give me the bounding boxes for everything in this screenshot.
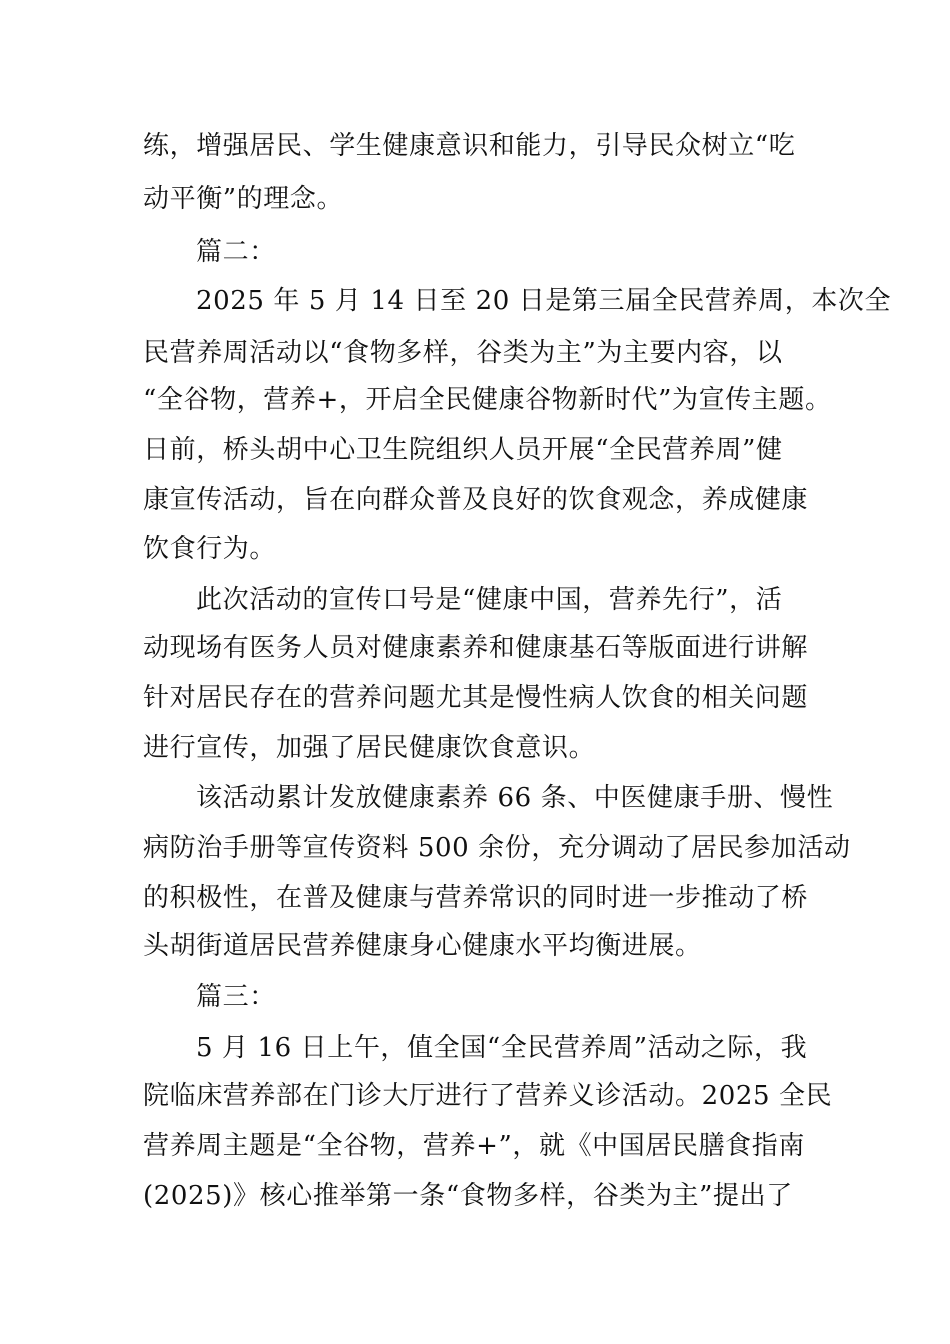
- section-heading: 篇二：: [196, 237, 276, 267]
- text-line: 的积极性，在普及健康与营养常识的同时进一步推动了桥: [143, 883, 809, 913]
- text-line: 营养周主题是“全谷物，营养+”，就《中国居民膳食指南: [143, 1131, 805, 1161]
- text-line: 5 月 16 日上午，值全国“全民营养周”活动之际，我: [196, 1033, 808, 1063]
- text-line: 民营养周活动以“食物多样，谷类为主”为主要内容，以: [143, 338, 783, 368]
- text-line: 动平衡”的理念。: [143, 184, 344, 214]
- text-line: 动现场有医务人员对健康素养和健康基石等版面进行讲解: [143, 633, 809, 663]
- text-line: (2025)》核心推举第一条“食物多样，谷类为主”提出了: [143, 1181, 793, 1211]
- section-heading: 篇三：: [196, 982, 276, 1012]
- text-line: 该活动累计发放健康素养 66 条、中医健康手册、慢性: [196, 783, 834, 813]
- text-line: 康宣传活动，旨在向群众普及良好的饮食观念，养成健康: [143, 485, 809, 515]
- text-line: “全谷物，营养+，开启全民健康谷物新时代”为宣传主题。: [143, 385, 832, 415]
- text-line: 日前，桥头胡中心卫生院组织人员开展“全民营养周”健: [143, 435, 783, 465]
- text-line: 饮食行为。: [143, 534, 277, 564]
- text-line: 进行宣传，加强了居民健康饮食意识。: [143, 733, 596, 763]
- text-line: 2025 年 5 月 14 日至 20 日是第三届全民营养周，本次全: [196, 286, 892, 316]
- text-line: 院临床营养部在门诊大厅进行了营养义诊活动。2025 全民: [143, 1081, 833, 1111]
- text-line: 此次活动的宣传口号是“健康中国，营养先行”，活: [196, 585, 783, 615]
- text-line: 针对居民存在的营养问题尤其是慢性病人饮食的相关问题: [143, 683, 809, 713]
- text-line: 头胡街道居民营养健康身心健康水平均衡进展。: [143, 931, 702, 961]
- text-line: 练，增强居民、学生健康意识和能力，引导民众树立“吃: [143, 131, 796, 161]
- text-line: 病防治手册等宣传资料 500 余份，充分调动了居民参加活动: [143, 833, 851, 863]
